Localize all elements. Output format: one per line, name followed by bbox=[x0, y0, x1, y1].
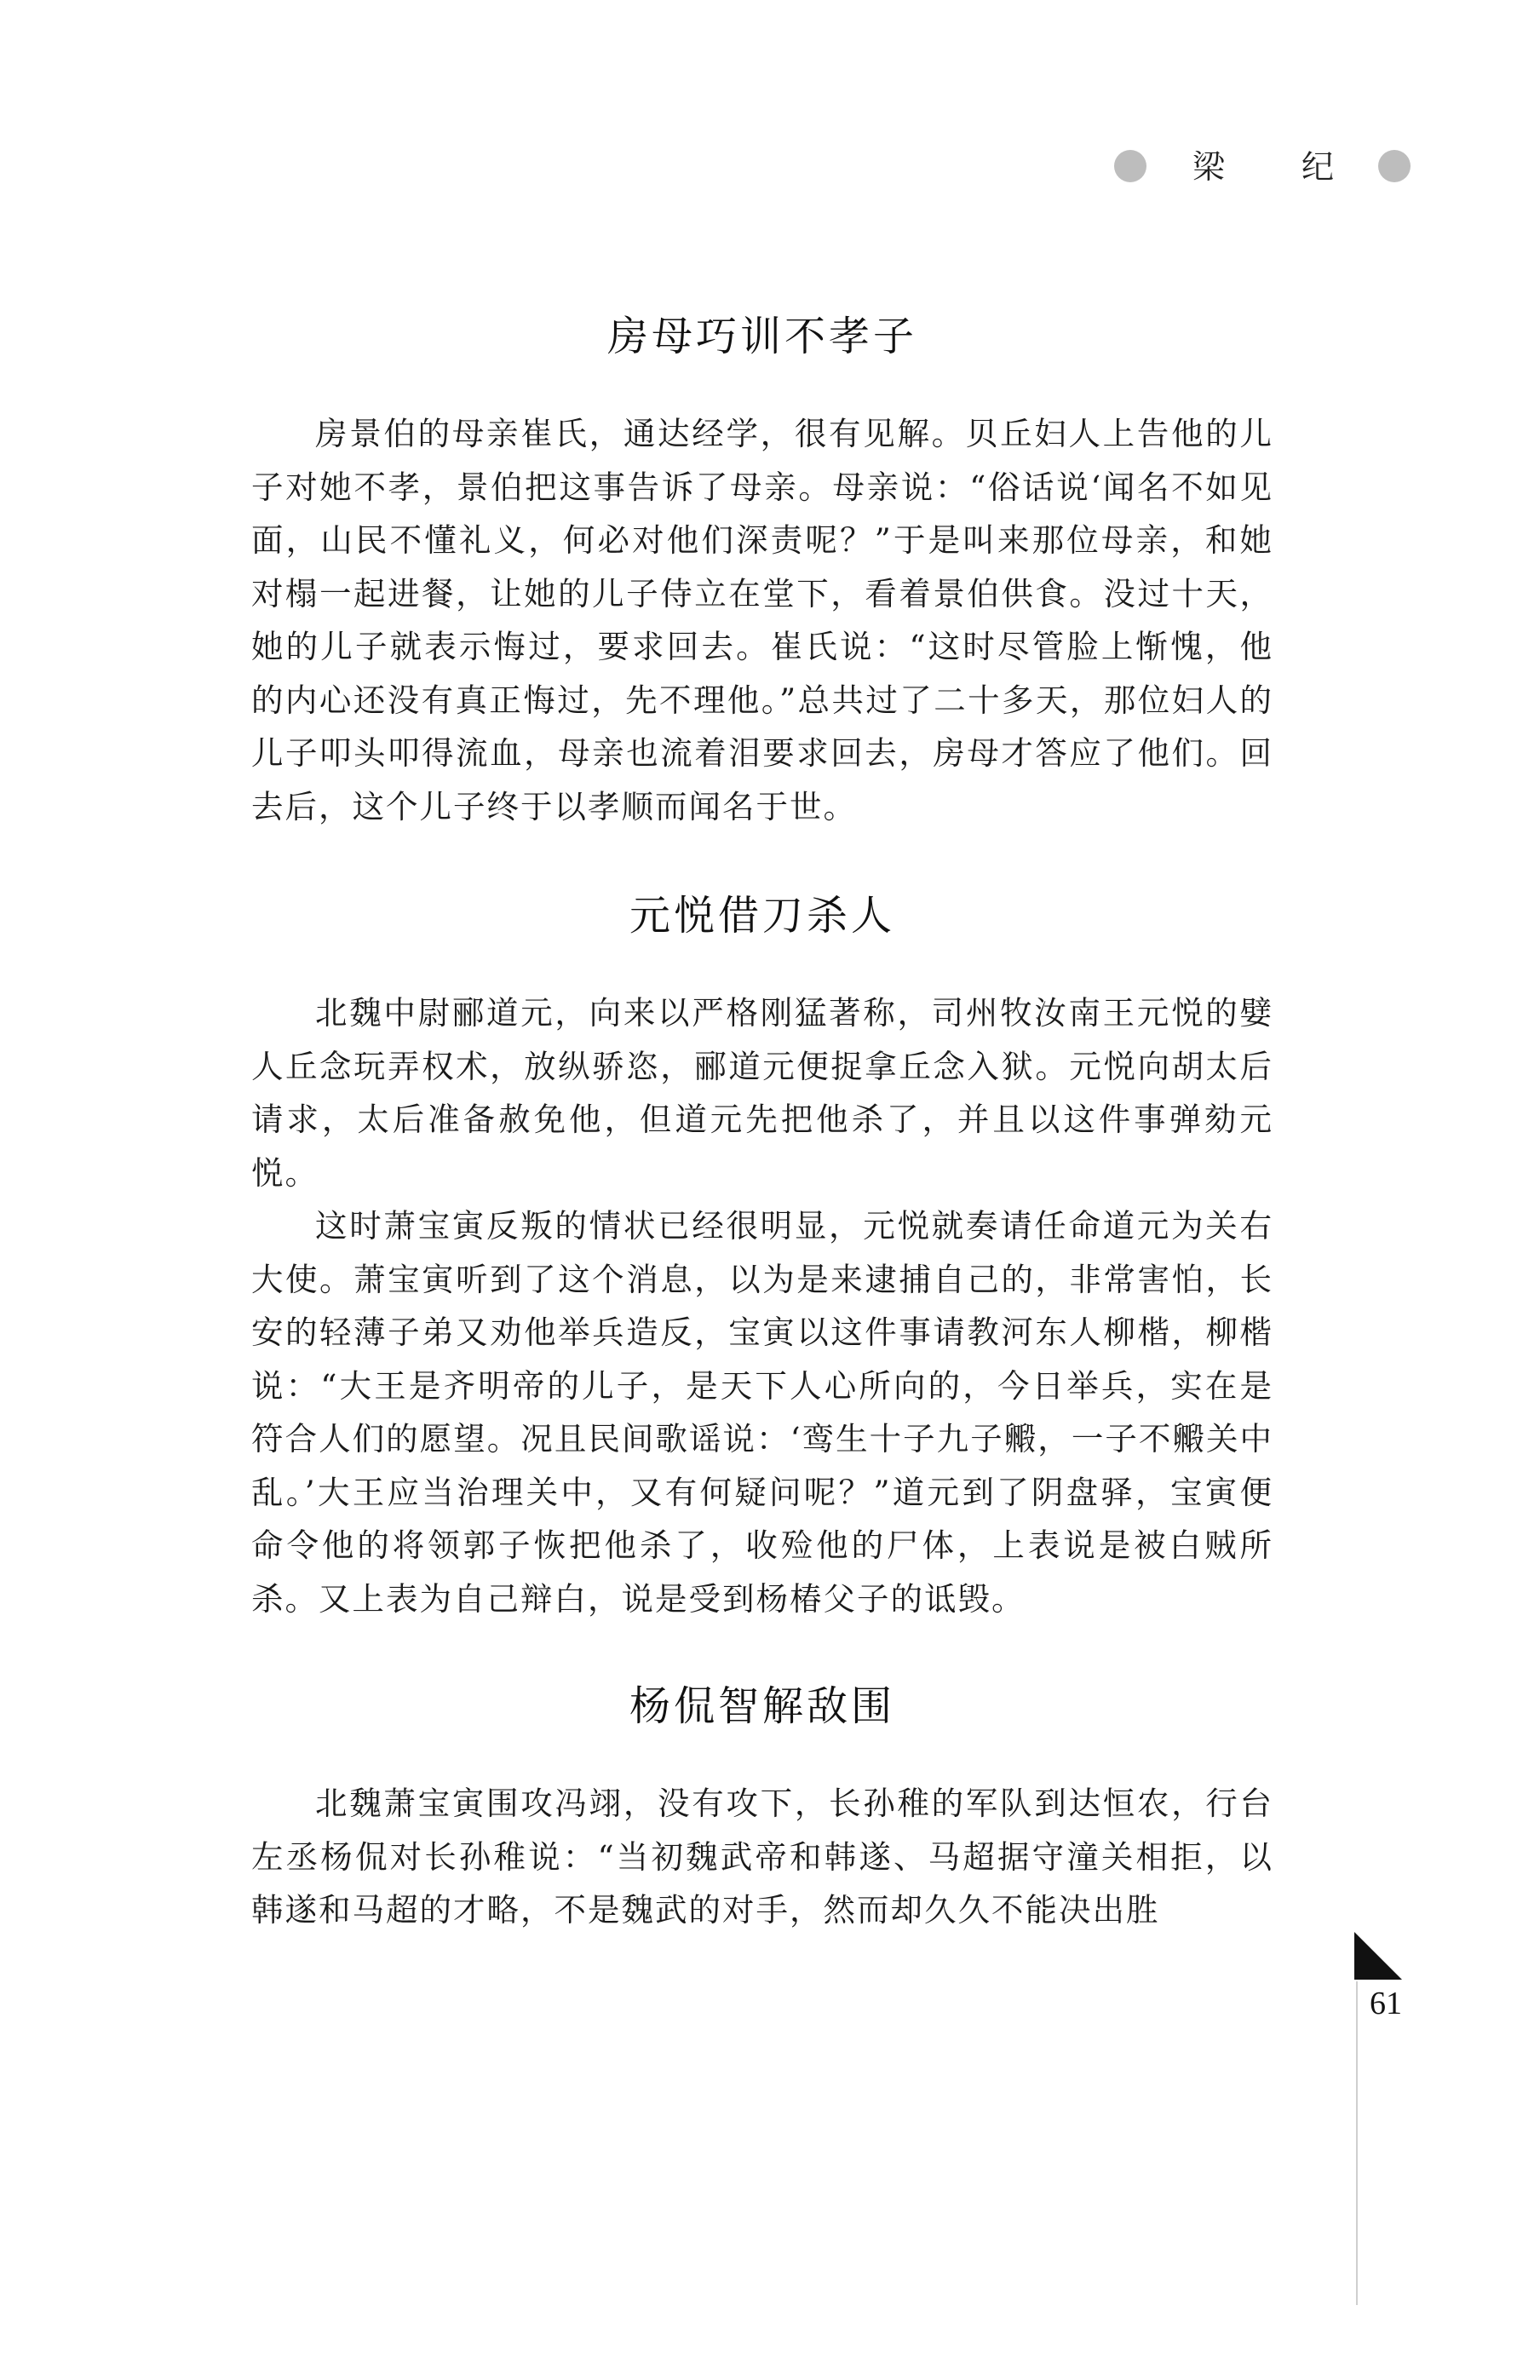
section-title: 元悦借刀杀人 bbox=[629, 892, 895, 940]
paragraph: 房景伯的母亲崔氏，通达经学，很有见解。贝丘妇人上告他的儿子对她不孝，景伯把这事告诉了母亲。母亲说：“俗话说‘闻名不如见面，山民不懂礼义，何必对他们深责呢？”于是叫来那位母亲，和她对榻一起进餐，让她的儿子侍立在堂下，看着景伯供食。没过十天，她的儿子就表示悔过，要求回去。崔氏说：“这时尽管脸上惭愧，他的内心还没有真正悔过，先不理他。”总共过了二十多天，那位妇人的儿子叩头叩得流血，母亲也流着泪要求回去，房母才答应了他们。回去后，这个儿子终于以孝顺而闻名于世。 bbox=[251, 415, 1273, 825]
page-body bbox=[251, 307, 1273, 1937]
paragraph: 北魏中尉郦道元，向来以严格刚猛著称，司州牧汝南王元悦的嬖人丘念玩弄权术，放纵骄恣，郦道元便捉拿丘念入狱。元悦向胡太后请求，太后准备赦免他，但道元先把他杀了，并且以这件事弹劾元悦。 bbox=[251, 994, 1273, 1192]
page-number: 61 bbox=[1370, 1986, 1402, 2021]
header-char-2: 纪 bbox=[1302, 148, 1335, 186]
section-title: 房母巧训不孝子 bbox=[606, 313, 917, 360]
section-3 bbox=[251, 1676, 1273, 1937]
page-corner-triangle bbox=[1354, 1932, 1402, 1980]
section-title: 杨侃智解敌围 bbox=[629, 1682, 895, 1730]
section-2 bbox=[251, 886, 1273, 1625]
paragraph: 这时萧宝寅反叛的情状已经很明显，元悦就奏请任命道元为关右大使。萧宝寅听到了这个消息，以为是来逮捕自己的，非常害怕，长安的轻薄子弟又劝他举兵造反，宝寅以这件事请教河东人柳楷，柳楷说：“大王是齐明帝的儿子，是天下人心所向的，今日举兵，实在是符合人们的愿望。况且民间歌谣说：‘鸾生十子九子毈，一子不毈关中乱。’大王应当治理关中，又有何疑问呢？”道元到了阴盘驿，宝寅便命令他的将领郭子恢把他杀了，收殓他的尸体，上表说是被白贼所杀。又上表为自己辩白，说是受到杨椿父子的诋毁。 bbox=[251, 1207, 1273, 1618]
running-header bbox=[1107, 147, 1431, 198]
header-char-1: 梁 bbox=[1192, 148, 1226, 186]
section-1 bbox=[251, 307, 1273, 833]
header-dot-right bbox=[1378, 150, 1411, 182]
header-dot-left bbox=[1114, 150, 1146, 182]
margin-rule bbox=[1356, 1981, 1358, 2305]
paragraph: 北魏萧宝寅围攻冯翊，没有攻下，长孙稚的军队到达恒农，行台左丞杨侃对长孙稚说：“当初魏武帝和韩遂、马超据守潼关相拒，以韩遂和马超的才略，不是魏武的对手，然而却久久不能决出胜 bbox=[251, 1785, 1273, 1929]
